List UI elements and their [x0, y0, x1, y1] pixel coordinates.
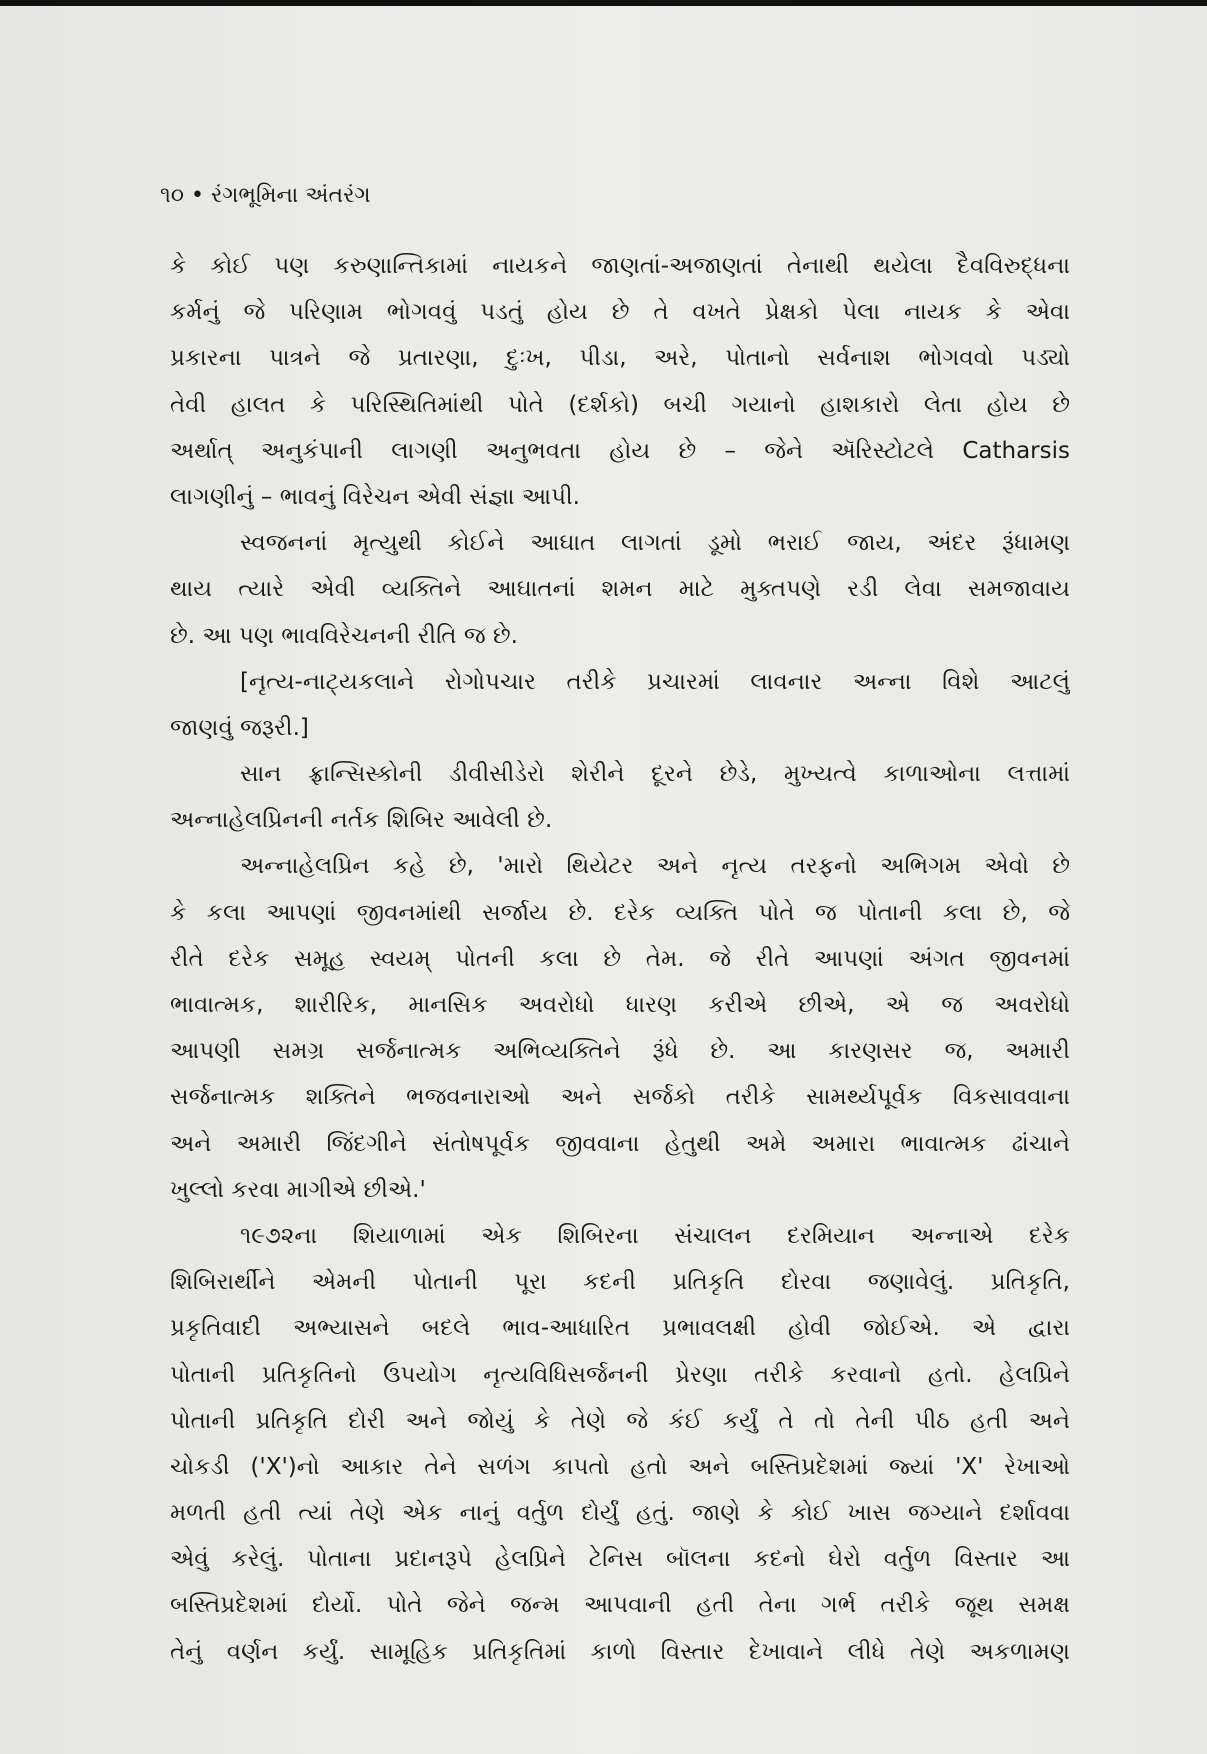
book-page	[0, 6, 1207, 1754]
text-line: આપણી સમગ્ર સર્જનાત્મક અભિવ્યક્તિને રૂંધે છે. આ કારણસર જ, અમારી	[170, 1038, 1070, 1065]
text-line: ખુલ્લો કરવા માગીએ છીએ.'	[170, 1176, 426, 1203]
text-line: કે કલા આપણાં જીવનમાંથી સર્જાય છે. દરેક વ્યક્તિ પોતે જ પોતાની કલા છે, જે	[170, 899, 1070, 926]
text-line: થાય ત્યારે એવી વ્યક્તિને આઘાતનાં શમન માટે મુક્તપણે રડી લેવા સમજાવાય	[170, 576, 1070, 603]
text-line: પ્રકૃતિવાદી અભ્યાસને બદલે ભાવ-આધારિત પ્રભાવલક્ષી હોવી જોઈએ. એ દ્વારા	[170, 1315, 1070, 1342]
text-line: તેનું વર્ણન કર્યું. સામૂહિક પ્રતિકૃતિમાં કાળો વિસ્તાર દેખાવાને લીધે તેણે અકળામણ	[170, 1638, 1070, 1665]
text-line: સ્વજનનાં મૃત્યુથી કોઈને આઘાત લાગતાં ડૂમો ભરાઈ જાય, અંદર રૂંધામણ	[240, 530, 1070, 557]
text-line: એવું કરેલું. પોતાના પ્રદાનરૂપે હેલપ્રિને ટેનિસ બૉલના કદનો ઘેરો વર્તુળ વિસ્તાર આ	[170, 1546, 1070, 1573]
text-line: અન્નાહેલપ્રિનની નર્તક શિબિર આવેલી છે.	[170, 807, 553, 834]
text-line: ૧૯૭૨ના શિયાળામાં એક શિબિરના સંચાલન દરમિયાન અન્નાએ દરેક	[240, 1222, 1070, 1249]
text-line: શિબિરાર્થીને એમની પોતાની પૂરા કદની પ્રતિકૃતિ દોરવા જણાવેલું. પ્રતિકૃતિ,	[170, 1269, 1070, 1296]
text-line: પોતાની પ્રતિકૃતિ દોરી અને જોયું કે તેણે જે કંઈ કર્યું તે તો તેની પીઠ હતી અને	[170, 1407, 1070, 1434]
text-line: કર્મનું જે પરિણામ ભોગવવું પડતું હોય છે તે વખતે પ્રેક્ષકો પેલા નાયક કે એવા	[170, 299, 1070, 326]
text-line: અન્નાહેલપ્રિન કહે છે, 'મારો થિયેટર અને નૃત્ય તરફનો અભિગમ એવો છે	[240, 853, 1070, 880]
running-header: ૧૦ • રંગભૂમિના અંતરંગ	[160, 183, 371, 208]
text-line: ચોકડી ('X')નો આકાર તેને સળંગ કાપતો હતો અને બસ્તિપ્રદેશમાં જ્યાં 'X' રેખાઓ	[170, 1453, 1070, 1480]
text-line: કે કોઈ પણ કરુણાન્તિકામાં નાયકને જાણતાં-અજાણતાં તેનાથી થયેલા દૈવવિરુદ્ધના	[170, 253, 1070, 279]
text-line: [નૃત્ય-નાટ્યકલાને રોગોપચાર તરીકે પ્રચારમાં લાવનાર અન્ના વિશે આટલું	[240, 668, 1070, 695]
text-line: ભાવાત્મક, શારીરિક, માનસિક અવરોધો ધારણ કરીએ છીએ, એ જ અવરોધો	[170, 992, 1070, 1018]
text-line: જાણવું જરૂરી.]	[170, 714, 309, 741]
text-line: અને અમારી જિંદગીને સંતોષપૂર્વક જીવવાના હેતુથી અમે અમારા ભાવાત્મક ઢાંચાને	[170, 1130, 1070, 1157]
text-line: સાન ફ્રાન્સિસ્કોની ડીવીસીડેરો શેરીને દૂરને છેડે, મુખ્યત્વે કાળાઓના લત્તામાં	[240, 761, 1070, 788]
text-line: છે. આ પણ ભાવવિરેચનની રીતિ જ છે.	[170, 622, 518, 649]
text-line: લાગણીનું – ભાવનું વિરેચન એવી સંજ્ઞા આપી.	[170, 483, 580, 510]
text-line: અર્થાત્ અનુકંપાની લાગણી અનુભવતા હોય છે – જેને ઍરિસ્ટોટલે Catharsis	[170, 437, 1070, 464]
text-line: મળતી હતી ત્યાં તેણે એક નાનું વર્તુળ દોર્યું હતું. જાણે કે કોઈ ખાસ જગ્યાને દર્શાવવા	[170, 1500, 1070, 1527]
text-line: રીતે દરેક સમૂહ સ્વયમ્ પોતની કલા છે તેમ. જે રીતે આપણાં અંગત જીવનમાં	[170, 945, 1070, 972]
text-line: તેવી હાલત કે પરિસ્થિતિમાંથી પોતે (દર્શકો) બચી ગયાનો હાશકારો લેતા હોય છે	[170, 391, 1070, 418]
text-line: પ્રકારના પાત્રને જે પ્રતારણા, દુઃખ, પીડા, અરે, પોતાનો સર્વનાશ ભોગવવો પડ્યો	[170, 345, 1070, 372]
body-text	[170, 243, 1070, 1675]
text-line: પોતાની પ્રતિકૃતિનો ઉપયોગ નૃત્યવિધિસર્જનની પ્રેરણા તરીકે કરવાનો હતો. હેલપ્રિને	[170, 1361, 1070, 1388]
text-line: બસ્તિપ્રદેશમાં દોર્યો. પોતે જેને જન્મ આપવાની હતી તેના ગર્ભ તરીકે જૂથ સમક્ષ	[170, 1592, 1070, 1619]
text-line: સર્જનાત્મક શક્તિને ભજવનારાઓ અને સર્જકો તરીકે સામર્થ્યપૂર્વક વિકસાવવાના	[170, 1084, 1070, 1111]
